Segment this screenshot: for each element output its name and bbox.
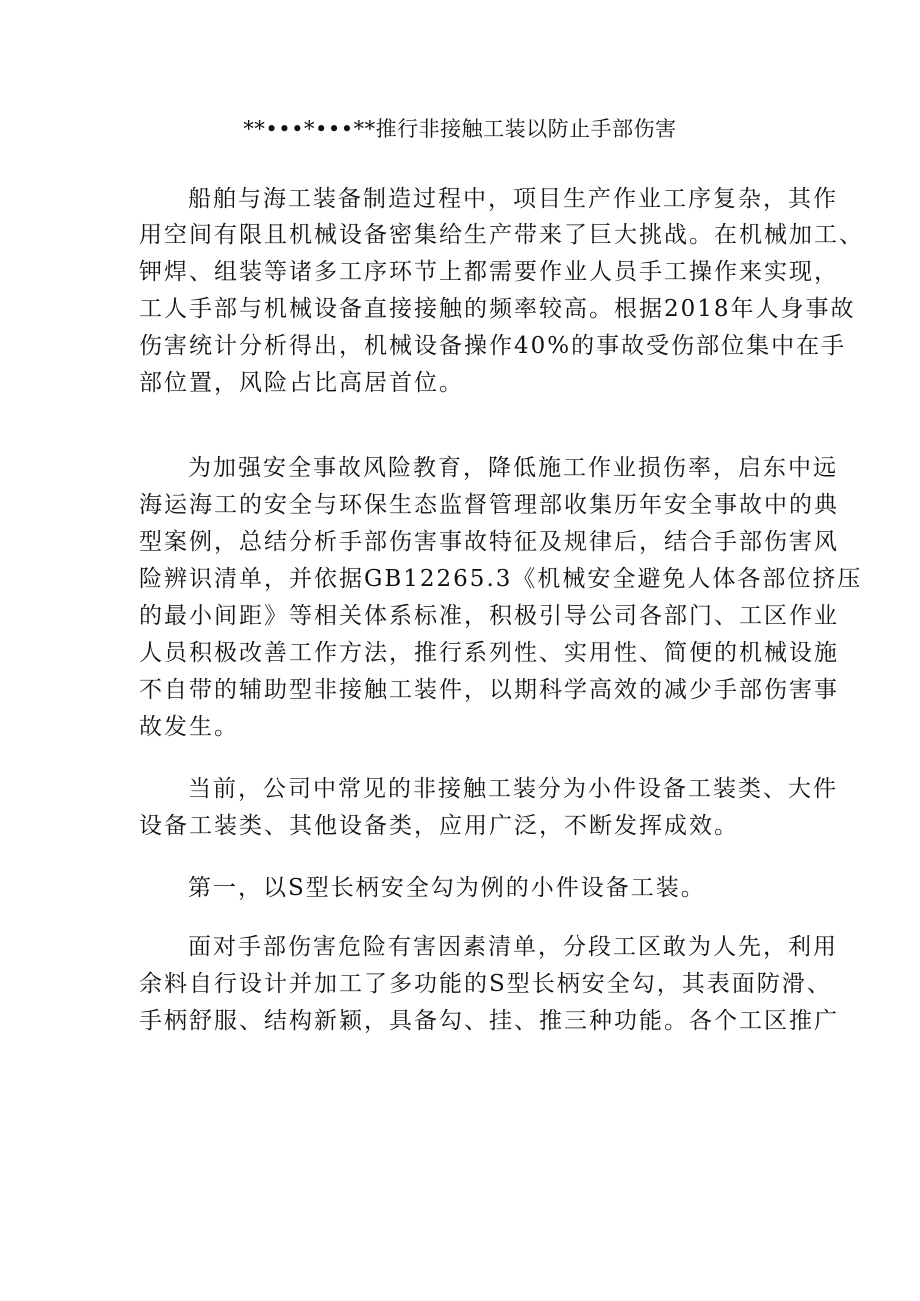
text-line: 人员积极改善工作方法，推行系列性、实用性、简便的机械设施: [139, 640, 839, 666]
text-line: 险辨识清单，并依据GB12265.3《机械安全避免人体各部位挤压: [139, 566, 863, 592]
document-title: **•••*•••**推行非接触工装以防止手部伤害: [243, 117, 677, 141]
text-line: 工人手部与机械设备直接接触的频率较高。根据2018年人身事故: [139, 296, 856, 322]
text-line: 手柄舒服、结构新颖，具备勾、挂、推三种功能。各个工区推广: [139, 1008, 839, 1034]
text-line: 为加强安全事故风险教育，降低施工作业损伤率，启东中远: [188, 455, 838, 481]
text-line: 不自带的辅助型非接触工装件，以期科学高效的减少手部伤害事: [139, 677, 839, 703]
text-line: 面对手部伤害危险有害因素清单，分段工区敢为人先，利用: [188, 934, 838, 960]
text-line: 用空间有限且机械设备密集给生产带来了巨大挑战。在机械加工、: [139, 222, 864, 248]
text-line: 船舶与海工装备制造过程中，项目生产作业工序复杂，其作: [188, 186, 838, 212]
text-line: 当前，公司中常见的非接触工装分为小件设备工装类、大件: [188, 776, 838, 802]
text-line: 海运海工的安全与环保生态监督管理部收集历年安全事故中的典: [139, 492, 839, 518]
text-line: 伤害统计分析得出，机械设备操作40%的事故受伤部位集中在手: [139, 333, 847, 359]
text-line: 的最小间距》等相关体系标准，积极引导公司各部门、工区作业: [139, 603, 839, 629]
text-line: 部位置，风险占比高居首位。: [139, 370, 464, 396]
text-line: 钾焊、组装等诸多工序环节上都需要作业人员手工操作来实现，: [139, 259, 839, 285]
text-line: 故发生。: [139, 714, 239, 740]
text-line: 第一，以S型长柄安全勾为例的小件设备工装。: [188, 875, 706, 901]
text-line: 余料自行设计并加工了多功能的S型长柄安全勾，其表面防滑、: [139, 971, 832, 997]
text-line: 型案例，总结分析手部伤害事故特征及规律后，结合手部伤害风: [139, 529, 839, 555]
text-line: 设备工装类、其他设备类，应用广泛，不断发挥成效。: [139, 813, 739, 839]
